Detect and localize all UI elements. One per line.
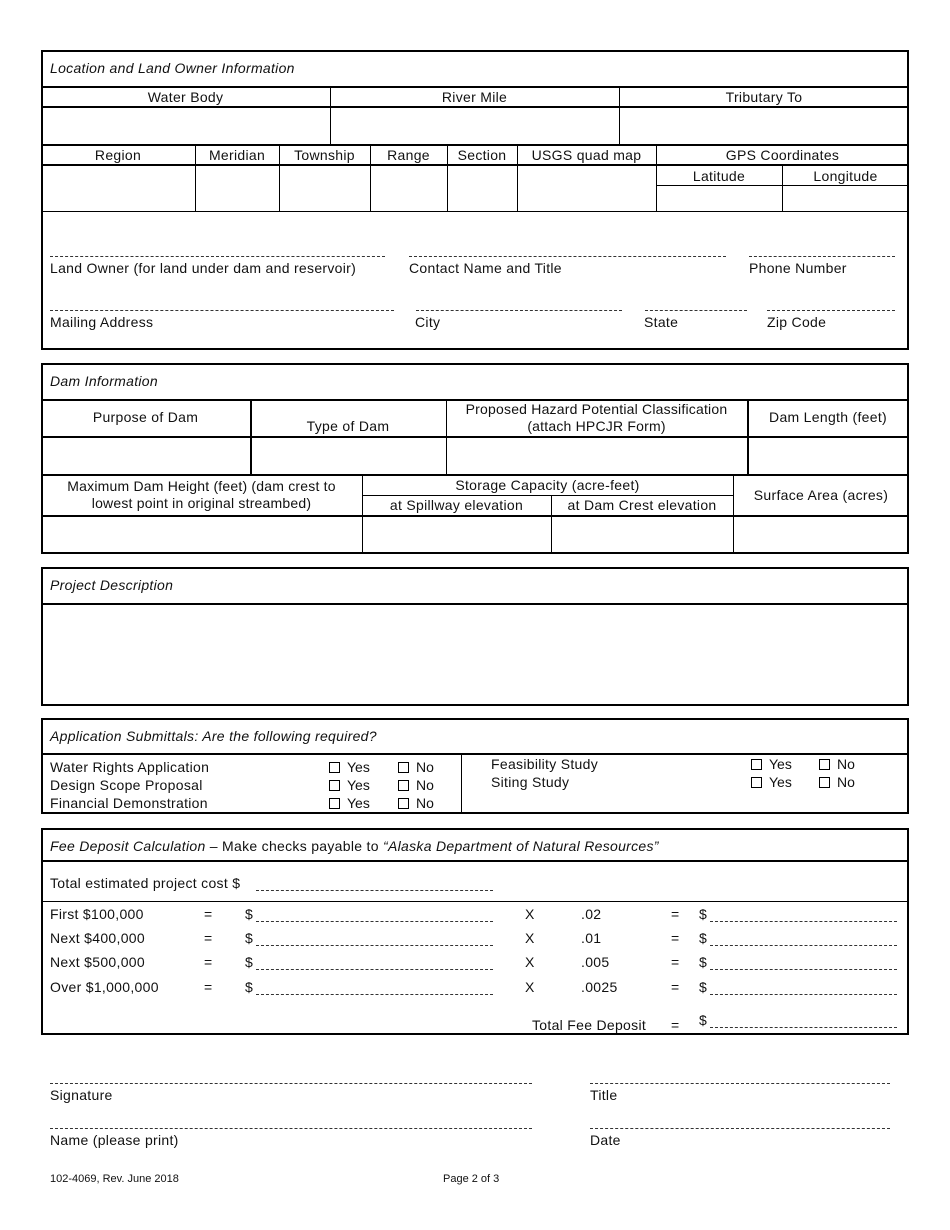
state-line[interactable] [645, 310, 747, 311]
fee-row-label: Over $1,000,000 [50, 979, 159, 995]
dollar-sign: $ [699, 1012, 708, 1028]
gps-coordinates-header: GPS Coordinates [725, 147, 840, 163]
project-description-title: Project Description [50, 577, 174, 593]
water-rights-yes-option[interactable]: Yes [329, 759, 370, 775]
township-field[interactable] [281, 166, 369, 211]
feasibility-study-yes-option[interactable]: Yes [751, 756, 792, 772]
divider [41, 211, 909, 212]
meridian-header: Meridian [208, 147, 266, 163]
section-field[interactable] [449, 166, 516, 211]
surface-area-field[interactable] [735, 517, 907, 552]
equals-sign: = [671, 979, 680, 995]
siting-study-no-option[interactable]: No [819, 774, 855, 790]
max-dam-height-line2: lowest point in original streambed) [91, 495, 312, 511]
total-fee-deposit-line[interactable] [710, 1027, 897, 1028]
divider [656, 185, 909, 186]
mailing-address-label: Mailing Address [50, 314, 154, 330]
fee-deposit-title-dash: – [205, 838, 223, 854]
fee-row-label: Next $400,000 [50, 930, 145, 946]
date-line[interactable] [590, 1128, 890, 1129]
equals-sign: = [204, 906, 213, 922]
divider [250, 400, 252, 474]
city-line[interactable] [416, 310, 622, 311]
mailing-address-line[interactable] [50, 310, 394, 311]
longitude-field[interactable] [784, 187, 907, 211]
land-owner-label: Land Owner (for land under dam and reservoir) [50, 260, 357, 276]
financial-demonstration-label: Financial Demonstration [50, 795, 208, 811]
dam-length-field[interactable] [750, 438, 907, 473]
fee-deposit-title-normal: Make checks payable to [222, 838, 383, 854]
usgs-quad-map-field[interactable] [519, 166, 655, 211]
feasibility-study-no-option[interactable]: No [819, 756, 855, 772]
fee-line[interactable] [710, 969, 897, 970]
water-body-field[interactable] [43, 108, 329, 144]
city-label: City [415, 314, 441, 330]
water-rights-no-option[interactable]: No [398, 759, 434, 775]
location-section-title: Location and Land Owner Information [50, 60, 295, 76]
type-of-dam-header: Type of Dam [306, 418, 390, 434]
amount-line[interactable] [256, 945, 493, 946]
dollar-sign: $ [245, 930, 254, 946]
dam-length-header: Dam Length (feet) [769, 409, 887, 425]
fee-deposit-payee: “Alaska Department of Natural Resources” [383, 838, 659, 854]
surface-area-header: Surface Area (acres) [753, 487, 889, 503]
title-label: Title [590, 1087, 618, 1103]
amount-line[interactable] [256, 969, 493, 970]
usgs-quad-map-header: USGS quad map [531, 147, 642, 163]
total-estimated-cost-line[interactable] [256, 890, 493, 891]
contact-name-line[interactable] [409, 256, 726, 257]
water-rights-application-label: Water Rights Application [50, 759, 210, 775]
divider [362, 495, 733, 496]
financial-demonstration-no-option[interactable]: No [398, 795, 434, 811]
divider [461, 754, 462, 813]
latitude-field[interactable] [658, 187, 781, 211]
fee-rate: .005 [581, 954, 610, 970]
divider [41, 901, 909, 902]
siting-study-label: Siting Study [491, 774, 570, 790]
project-description-field[interactable] [43, 605, 907, 704]
fee-line[interactable] [710, 994, 897, 995]
checkbox[interactable] [751, 759, 762, 770]
dam-information-title: Dam Information [50, 373, 158, 389]
name-label: Name (please print) [50, 1132, 179, 1148]
checkbox[interactable] [329, 780, 340, 791]
zip-code-line[interactable] [767, 310, 895, 311]
river-mile-header: River Mile [441, 89, 508, 105]
divider [41, 753, 909, 755]
max-dam-height-field[interactable] [43, 517, 361, 552]
equals-sign: = [671, 1017, 680, 1033]
hazard-classification-line2: (attach HPCJR Form) [527, 418, 666, 434]
design-scope-no-option[interactable]: No [398, 777, 434, 793]
hazard-classification-line1: Proposed Hazard Potential Classification [465, 401, 728, 417]
design-scope-yes-option[interactable]: Yes [329, 777, 370, 793]
fee-row-label: First $100,000 [50, 906, 144, 922]
equals-sign: = [671, 954, 680, 970]
divider [41, 860, 909, 862]
fee-rate: .0025 [581, 979, 618, 995]
date-label: Date [590, 1132, 621, 1148]
signature-label: Signature [50, 1087, 113, 1103]
total-estimated-cost-label: Total estimated project cost $ [50, 875, 241, 891]
form-number: 102-4069, Rev. June 2018 [50, 1173, 179, 1185]
divider [41, 86, 909, 88]
checkbox[interactable] [398, 798, 409, 809]
checkbox[interactable] [398, 762, 409, 773]
type-of-dam-field[interactable] [253, 438, 445, 473]
section-header: Section [457, 147, 507, 163]
equals-sign: = [204, 930, 213, 946]
longitude-header: Longitude [813, 168, 878, 184]
dollar-sign: $ [699, 979, 708, 995]
equals-sign: = [671, 906, 680, 922]
checkbox[interactable] [819, 759, 830, 770]
divider [41, 474, 909, 476]
siting-study-yes-option[interactable]: Yes [751, 774, 792, 790]
river-mile-field[interactable] [332, 108, 618, 144]
dollar-sign: $ [245, 979, 254, 995]
dollar-sign: $ [699, 954, 708, 970]
total-fee-deposit-label: Total Fee Deposit [532, 1017, 647, 1033]
fee-rate: .02 [581, 906, 602, 922]
dollar-sign: $ [699, 930, 708, 946]
checkbox[interactable] [751, 777, 762, 788]
hazard-classification-field[interactable] [448, 438, 746, 473]
equals-sign: = [671, 930, 680, 946]
water-body-header: Water Body [147, 89, 224, 105]
checkbox[interactable] [329, 798, 340, 809]
range-field[interactable] [372, 166, 446, 211]
land-owner-line[interactable] [50, 256, 385, 257]
hazard-classification-header [446, 401, 747, 435]
checkbox[interactable] [819, 777, 830, 788]
dollar-sign: $ [245, 906, 254, 922]
tributary-to-field[interactable] [621, 108, 907, 144]
dam-crest-elevation-field[interactable] [553, 517, 732, 552]
spillway-elevation-header: at Spillway elevation [389, 497, 524, 513]
dam-crest-elevation-header: at Dam Crest elevation [567, 497, 717, 513]
application-submittals-title: Application Submittals: Are the following required? [50, 728, 377, 744]
region-header: Region [94, 147, 142, 163]
contact-name-label: Contact Name and Title [409, 260, 562, 276]
financial-demonstration-yes-option[interactable]: Yes [329, 795, 370, 811]
amount-line[interactable] [256, 921, 493, 922]
latitude-header: Latitude [692, 168, 746, 184]
fee-line[interactable] [710, 921, 897, 922]
equals-sign: = [204, 979, 213, 995]
divider [41, 144, 909, 146]
range-header: Range [387, 147, 430, 163]
checkbox[interactable] [398, 780, 409, 791]
fee-line[interactable] [710, 945, 897, 946]
signature-line[interactable] [50, 1083, 532, 1084]
fee-rate: .01 [581, 930, 602, 946]
multiply-sign: X [525, 979, 535, 995]
dollar-sign: $ [245, 954, 254, 970]
name-line[interactable] [50, 1128, 532, 1129]
fee-deposit-title [50, 838, 659, 854]
max-dam-height-header [41, 478, 362, 512]
tributary-to-header: Tributary To [725, 89, 803, 105]
checkbox[interactable] [329, 762, 340, 773]
page-number: Page 2 of 3 [443, 1173, 500, 1185]
state-label: State [644, 314, 679, 330]
amount-line[interactable] [256, 994, 493, 995]
equals-sign: = [204, 954, 213, 970]
phone-number-label: Phone Number [749, 260, 847, 276]
fee-row-label: Next $500,000 [50, 954, 145, 970]
purpose-of-dam-header: Purpose of Dam [92, 409, 199, 425]
storage-capacity-header: Storage Capacity (acre-feet) [455, 477, 640, 493]
meridian-field[interactable] [197, 166, 278, 211]
dollar-sign: $ [699, 906, 708, 922]
zip-code-label: Zip Code [767, 314, 827, 330]
design-scope-proposal-label: Design Scope Proposal [50, 777, 203, 793]
spillway-elevation-field[interactable] [364, 517, 550, 552]
township-header: Township [294, 147, 355, 163]
multiply-sign: X [525, 954, 535, 970]
purpose-of-dam-field[interactable] [43, 438, 249, 473]
feasibility-study-label: Feasibility Study [491, 756, 599, 772]
fee-deposit-title-italic: Fee Deposit Calculation [50, 838, 206, 854]
region-field[interactable] [43, 166, 194, 211]
title-line[interactable] [590, 1083, 890, 1084]
multiply-sign: X [525, 930, 535, 946]
max-dam-height-line1: Maximum Dam Height (feet) (dam crest to [67, 478, 336, 494]
multiply-sign: X [525, 906, 535, 922]
phone-number-line[interactable] [749, 256, 895, 257]
